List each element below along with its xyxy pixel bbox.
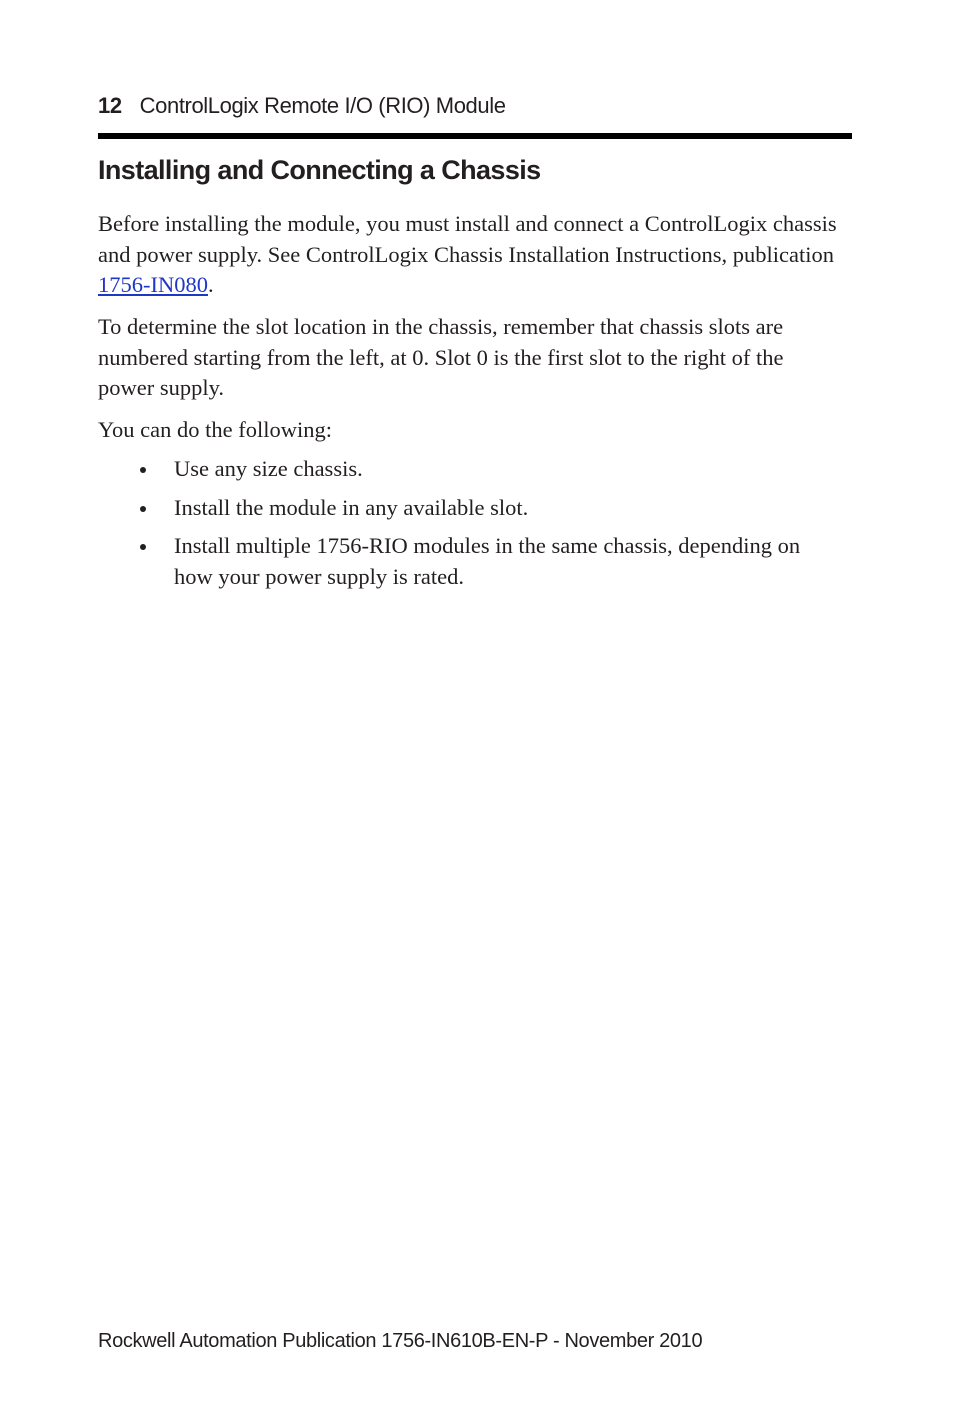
paragraph-end: . [207,272,214,297]
paragraph-slot-location: To determine the slot location in the chassis, remember that chassis slots are numbered starting from the left, at 0. Slot 0 is the first slot to the right of the power supply. [98,314,784,400]
page-number: 12 [98,93,122,118]
publication-link[interactable]: 1756-IN080 [98,272,208,297]
paragraph-list-intro: You can do the following: [98,417,332,442]
list-item-text: Use any size chassis. [174,456,363,481]
list-item [98,531,838,592]
page-footer: Rockwell Automation Publication 1756-IN610B-EN-P - November 2010 [98,1330,703,1352]
section-heading: Installing and Connecting a Chassis [98,155,541,185]
header-title: ControlLogix Remote I/O (RIO) Module [139,93,506,118]
list-item-text: Install multiple 1756-RIO modules in the same chassis, depending on how your power supply is rated. [174,533,801,589]
list-item [98,454,838,485]
bullet-icon [140,506,146,512]
header-rule [98,133,852,139]
bullet-icon [140,544,146,550]
paragraph-chassis-intro [98,209,838,301]
bullet-list [98,454,838,600]
list-item [98,493,838,524]
running-header [98,93,506,119]
bullet-icon [140,467,146,473]
list-item-text: Install the module in any available slot. [174,494,529,520]
paragraph-text: Before installing the module, you must install and connect a ControlLogix chassis and power supply. See ControlLogix Chassis Installation Instructions, publication [98,211,837,267]
